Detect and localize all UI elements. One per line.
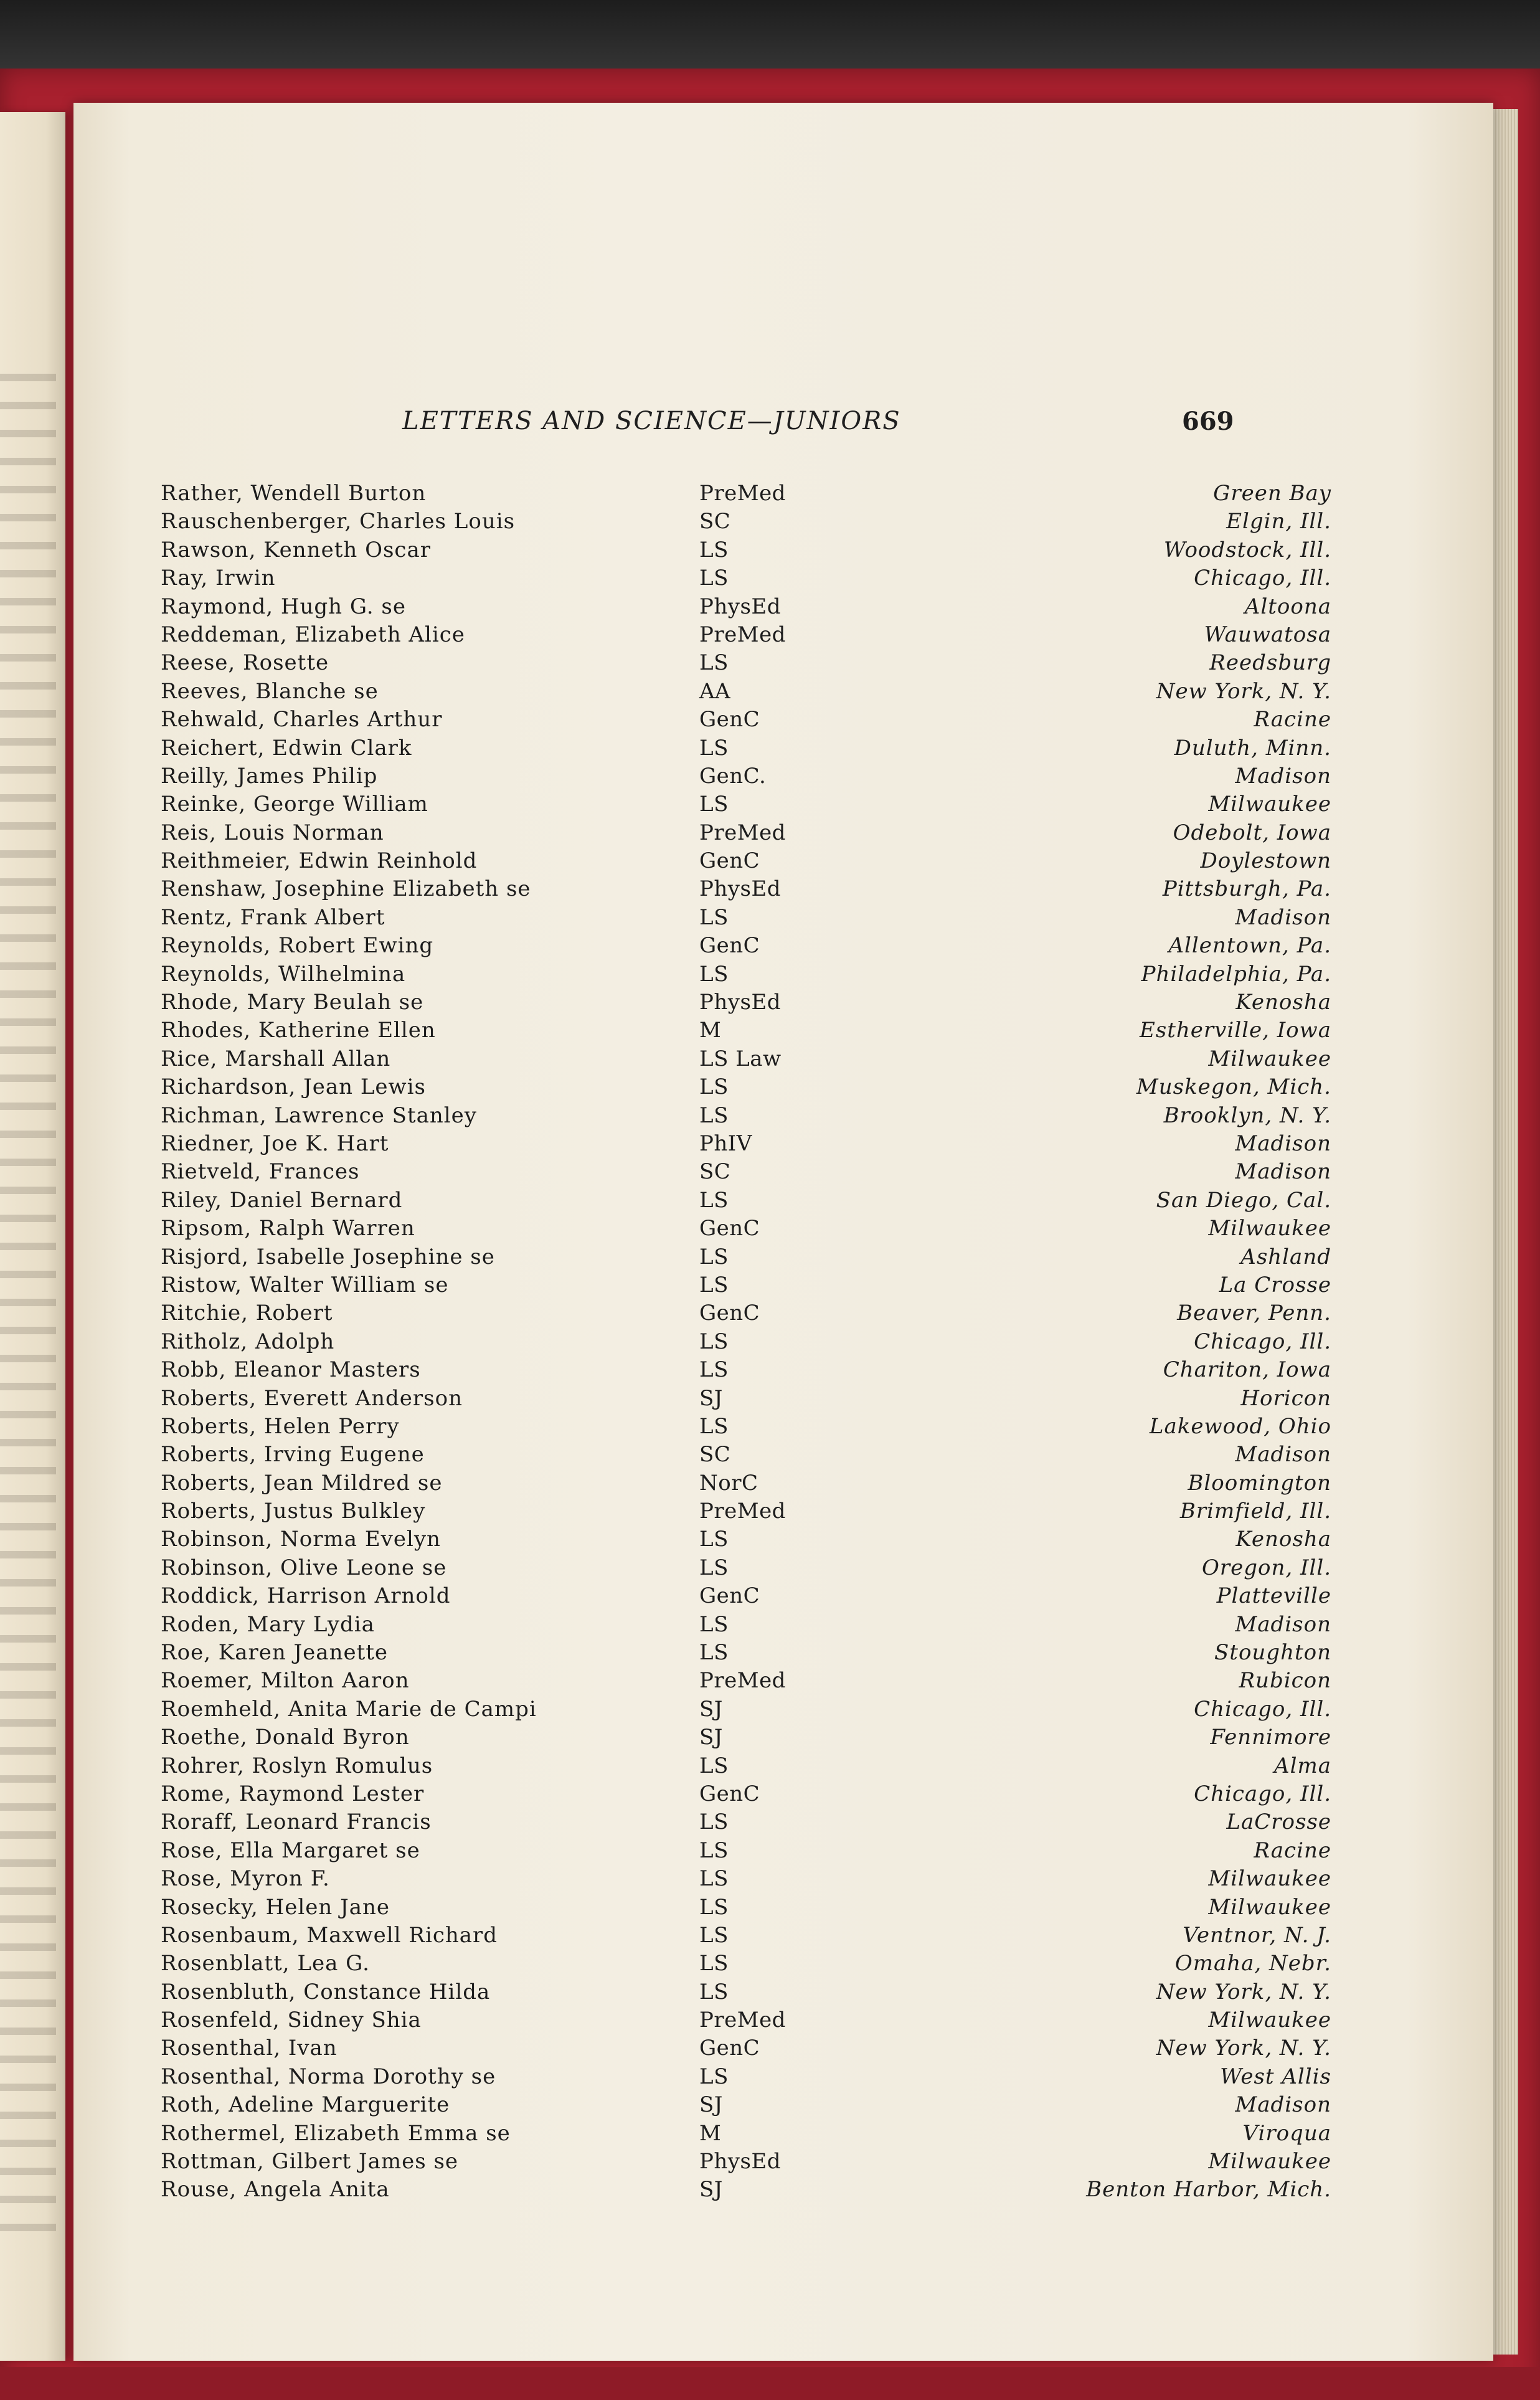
hometown: Milwaukee (1208, 792, 1331, 817)
hometown: Chicago, Ill. (1194, 1696, 1331, 1722)
hometown: Ashland (1240, 1244, 1331, 1269)
hometown: Milwaukee (1208, 1866, 1331, 1892)
hometown: Woodstock, Ill. (1163, 537, 1331, 562)
hometown: New York, N. Y. (1156, 1979, 1331, 2004)
student-name: Reichert, Edwin Clark (161, 735, 412, 761)
course-code: GenC (699, 2036, 760, 2061)
course-code: LS (699, 1272, 729, 1297)
list-item (161, 1894, 1331, 1922)
student-name: Ray, Irwin (161, 566, 276, 591)
student-name: Rose, Ella Margaret se (161, 1838, 420, 1863)
student-name: Rosenthal, Ivan (161, 2036, 338, 2061)
list-item (161, 989, 1331, 1017)
student-name: Roberts, Jean Mildred se (161, 1470, 443, 1496)
list-item (161, 847, 1331, 875)
course-code: M (699, 2120, 722, 2146)
hometown: Kenosha (1235, 990, 1331, 1015)
list-item (161, 734, 1331, 762)
hometown: Madison (1235, 2092, 1331, 2118)
hometown: Oregon, Ill. (1202, 1555, 1331, 1580)
hometown: Madison (1235, 1131, 1331, 1156)
list-item (161, 2148, 1331, 2176)
hometown: La Crosse (1219, 1272, 1331, 1297)
student-name: Rauschenberger, Charles Louis (161, 509, 516, 534)
list-item (161, 1243, 1331, 1271)
course-code: PhysEd (699, 876, 782, 902)
hometown: Madison (1235, 1611, 1331, 1637)
hometown: Philadelphia, Pa. (1141, 961, 1331, 987)
list-item (161, 1837, 1331, 1865)
student-name: Rome, Raymond Lester (161, 1781, 425, 1806)
course-code: LS (699, 1413, 729, 1439)
list-item (161, 2063, 1331, 2091)
list-item (161, 1441, 1331, 1469)
course-code: GenC (699, 1216, 760, 1241)
student-name: Roberts, Helen Perry (161, 1413, 400, 1439)
student-name: Rosenfeld, Sidney Shia (161, 2008, 422, 2033)
list-item (161, 1950, 1331, 1978)
course-code: LS (699, 1640, 729, 1666)
left-page-edge (0, 112, 65, 2361)
student-name: Roden, Mary Lydia (161, 1611, 375, 1637)
student-name: Rosenblatt, Lea G. (161, 1951, 370, 1976)
hometown: Fennimore (1210, 1725, 1331, 1750)
course-code: LS (699, 1922, 729, 1948)
list-item (161, 678, 1331, 706)
list-item (161, 649, 1331, 677)
hometown: Racine (1254, 707, 1331, 733)
student-name: Ritholz, Adolph (161, 1329, 335, 1354)
hometown: Milwaukee (1208, 1216, 1331, 1241)
student-name: Richardson, Jean Lewis (161, 1074, 426, 1100)
list-item (161, 1271, 1331, 1299)
course-code: SC (699, 1442, 731, 1468)
hometown: Platteville (1216, 1583, 1331, 1609)
list-item (161, 480, 1331, 508)
list-item (161, 875, 1331, 903)
hometown: Milwaukee (1208, 2008, 1331, 2033)
hometown: Bloomington (1188, 1470, 1331, 1496)
course-code: LS (699, 735, 729, 761)
list-item (161, 1978, 1331, 2006)
student-name: Raymond, Hugh G. se (161, 594, 406, 619)
course-code: LS (699, 1838, 729, 1863)
list-item (161, 1299, 1331, 1327)
course-code: PreMed (699, 622, 786, 647)
hometown: Reedsburg (1209, 650, 1331, 676)
list-item (161, 1865, 1331, 1893)
course-code: LS (699, 1244, 729, 1269)
course-code: LS Law (699, 1046, 782, 1071)
list-item (161, 564, 1331, 592)
list-item (161, 593, 1331, 621)
hometown: Madison (1235, 763, 1331, 789)
student-name: Reddeman, Elizabeth Alice (161, 622, 465, 647)
hometown: Wauwatosa (1204, 622, 1331, 647)
student-name: Ripsom, Ralph Warren (161, 1216, 415, 1241)
student-name: Robb, Eleanor Masters (161, 1357, 421, 1383)
course-code: PhysEd (699, 990, 782, 1015)
list-item (161, 1413, 1331, 1441)
course-code: PhIV (699, 1131, 752, 1156)
hometown: Ventnor, N. J. (1183, 1922, 1331, 1948)
student-name: Richman, Lawrence Stanley (161, 1103, 477, 1128)
student-list (161, 480, 1331, 2204)
list-item (161, 1497, 1331, 1525)
course-code: SC (699, 509, 731, 534)
hometown: San Diego, Cal. (1156, 1187, 1331, 1213)
student-name: Ristow, Walter William se (161, 1272, 449, 1297)
list-item (161, 706, 1331, 734)
student-name: Roemheld, Anita Marie de Campi (161, 1696, 537, 1722)
course-code: SJ (699, 1696, 723, 1722)
list-item (161, 1469, 1331, 1497)
list-item (161, 1158, 1331, 1186)
list-item (161, 762, 1331, 790)
student-name: Reynolds, Robert Ewing (161, 933, 434, 959)
hometown: Madison (1235, 1159, 1331, 1185)
course-code: NorC (699, 1470, 758, 1496)
student-name: Roddick, Harrison Arnold (161, 1583, 451, 1609)
hometown: Milwaukee (1208, 1894, 1331, 1920)
hometown: Doylestown (1200, 848, 1331, 874)
list-item (161, 1639, 1331, 1667)
hometown: Viroqua (1242, 2120, 1331, 2146)
hometown: Duluth, Minn. (1174, 735, 1331, 761)
list-item (161, 2091, 1331, 2119)
list-item (161, 621, 1331, 649)
student-name: Robinson, Olive Leone se (161, 1555, 447, 1580)
student-name: Rothermel, Elizabeth Emma se (161, 2120, 511, 2146)
course-code: LS (699, 1329, 729, 1354)
list-item (161, 508, 1331, 536)
course-code: LS (699, 650, 729, 676)
list-item (161, 790, 1331, 818)
course-code: PreMed (699, 2008, 786, 2033)
hometown: LaCrosse (1226, 1809, 1331, 1835)
hometown: New York, N. Y. (1156, 2036, 1331, 2061)
student-name: Roberts, Justus Bulkley (161, 1499, 426, 1524)
course-code: SJ (699, 2177, 723, 2203)
list-item (161, 1215, 1331, 1243)
student-name: Riley, Daniel Bernard (161, 1187, 403, 1213)
left-page-bleed (0, 374, 56, 2242)
student-name: Risjord, Isabelle Josephine se (161, 1244, 495, 1269)
course-code: PhysEd (699, 2149, 782, 2175)
course-code: SJ (699, 1725, 723, 1750)
course-code: SJ (699, 2092, 723, 2118)
list-item (161, 1922, 1331, 1950)
list-item (161, 1554, 1331, 1582)
list-item (161, 1328, 1331, 1356)
hometown: Pittsburgh, Pa. (1162, 876, 1331, 902)
course-code: LS (699, 2064, 729, 2089)
course-code: LS (699, 1809, 729, 1835)
list-item (161, 1611, 1331, 1639)
student-name: Rawson, Kenneth Oscar (161, 537, 431, 562)
student-name: Rosenbluth, Constance Hilda (161, 1979, 491, 2004)
running-title: LETTERS AND SCIENCE—JUNIORS (402, 407, 901, 435)
hometown: Kenosha (1235, 1527, 1331, 1552)
course-code: LS (699, 1753, 729, 1778)
list-item (161, 2034, 1331, 2062)
course-code: LS (699, 961, 729, 987)
list-item (161, 932, 1331, 960)
student-name: Rohrer, Roslyn Romulus (161, 1753, 433, 1778)
course-code: M (699, 1018, 722, 1043)
hometown: Omaha, Nebr. (1174, 1951, 1331, 1976)
course-code: GenC (699, 1301, 760, 1326)
course-code: GenC (699, 1781, 760, 1806)
course-code: PhysEd (699, 594, 782, 619)
student-name: Rouse, Angela Anita (161, 2177, 390, 2203)
background-bottom (0, 2367, 1540, 2400)
hometown: Madison (1235, 904, 1331, 930)
course-code: LS (699, 1894, 729, 1920)
student-name: Rietveld, Frances (161, 1159, 360, 1185)
hometown: Horicon (1240, 1385, 1331, 1411)
hometown: Milwaukee (1208, 2149, 1331, 2175)
course-code: LS (699, 1866, 729, 1892)
hometown: Madison (1235, 1442, 1331, 1468)
course-code: LS (699, 1611, 729, 1637)
student-name: Rosenthal, Norma Dorothy se (161, 2064, 496, 2089)
list-item (161, 1073, 1331, 1101)
hometown: Chicago, Ill. (1194, 566, 1331, 591)
hometown: Elgin, Ill. (1226, 509, 1331, 534)
list-item (161, 1130, 1331, 1158)
list-item (161, 2176, 1331, 2204)
student-name: Reynolds, Wilhelmina (161, 961, 406, 987)
hometown: Rubicon (1239, 1668, 1331, 1694)
course-code: GenC. (699, 763, 767, 789)
student-name: Rhodes, Katherine Ellen (161, 1018, 436, 1043)
page-header (73, 407, 1493, 444)
list-item (161, 819, 1331, 847)
student-name: Rosecky, Helen Jane (161, 1894, 390, 1920)
course-code: GenC (699, 1583, 760, 1609)
list-item (161, 1752, 1331, 1780)
hometown: Estherville, Iowa (1139, 1018, 1331, 1043)
hometown: Brooklyn, N. Y. (1163, 1103, 1331, 1128)
course-code: LS (699, 537, 729, 562)
student-name: Ritchie, Robert (161, 1301, 333, 1326)
list-item (161, 1187, 1331, 1215)
student-name: Roethe, Donald Byron (161, 1725, 410, 1750)
student-name: Roemer, Milton Aaron (161, 1668, 410, 1694)
hometown: Chicago, Ill. (1194, 1329, 1331, 1354)
course-code: SJ (699, 1385, 723, 1411)
student-name: Robinson, Norma Evelyn (161, 1527, 441, 1552)
course-code: LS (699, 1527, 729, 1552)
hometown: Milwaukee (1208, 1046, 1331, 1071)
course-code: GenC (699, 933, 760, 959)
student-name: Roraff, Leonard Francis (161, 1809, 432, 1835)
course-code: PreMed (699, 481, 786, 506)
hometown: New York, N. Y. (1156, 678, 1331, 704)
student-name: Reeves, Blanche se (161, 678, 379, 704)
list-item (161, 1017, 1331, 1045)
course-code: LS (699, 1951, 729, 1976)
course-code: GenC (699, 707, 760, 733)
page-stack-edge (1493, 109, 1518, 2355)
hometown: Muskegon, Mich. (1136, 1074, 1331, 1100)
list-item (161, 1724, 1331, 1752)
list-item (161, 536, 1331, 564)
list-item (161, 1582, 1331, 1610)
student-name: Roberts, Irving Eugene (161, 1442, 425, 1468)
course-code: AA (699, 678, 731, 704)
page-number: 669 (1182, 407, 1234, 436)
hometown: Chicago, Ill. (1194, 1781, 1331, 1806)
course-code: PreMed (699, 1499, 786, 1524)
list-item (161, 1045, 1331, 1073)
list-item (161, 960, 1331, 989)
hometown: Chariton, Iowa (1163, 1357, 1331, 1383)
hometown: Lakewood, Ohio (1149, 1413, 1331, 1439)
student-name: Rottman, Gilbert James se (161, 2149, 459, 2175)
student-name: Reinke, George William (161, 792, 428, 817)
list-item (161, 1356, 1331, 1384)
student-name: Roe, Karen Jeanette (161, 1640, 389, 1666)
student-name: Reis, Louis Norman (161, 820, 384, 845)
book-page (73, 103, 1493, 2361)
list-item (161, 1525, 1331, 1553)
course-code: PreMed (699, 820, 786, 845)
student-name: Rentz, Frank Albert (161, 904, 385, 930)
list-item (161, 2006, 1331, 2034)
course-code: LS (699, 1074, 729, 1100)
course-code: LS (699, 1979, 729, 2004)
student-name: Rhode, Mary Beulah se (161, 990, 424, 1015)
student-name: Reilly, James Philip (161, 763, 378, 789)
student-name: Rehwald, Charles Arthur (161, 707, 443, 733)
hometown: Altoona (1244, 594, 1331, 619)
student-name: Rather, Wendell Burton (161, 481, 427, 506)
hometown: Alma (1274, 1753, 1331, 1778)
list-item (161, 1696, 1331, 1724)
student-name: Roth, Adeline Marguerite (161, 2092, 450, 2118)
course-code: LS (699, 1103, 729, 1128)
course-code: LS (699, 792, 729, 817)
list-item (161, 1385, 1331, 1413)
course-code: LS (699, 1555, 729, 1580)
course-code: LS (699, 904, 729, 930)
hometown: Brimfield, Ill. (1179, 1499, 1331, 1524)
course-code: LS (699, 1187, 729, 1213)
course-code: SC (699, 1159, 731, 1185)
list-item (161, 2120, 1331, 2148)
list-item (161, 1667, 1331, 1695)
student-name: Renshaw, Josephine Elizabeth se (161, 876, 531, 902)
student-name: Reese, Rosette (161, 650, 329, 676)
hometown: West Allis (1220, 2064, 1331, 2089)
student-name: Roberts, Everett Anderson (161, 1385, 463, 1411)
list-item (161, 904, 1331, 932)
student-name: Reithmeier, Edwin Reinhold (161, 848, 478, 874)
hometown: Beaver, Penn. (1177, 1301, 1331, 1326)
course-code: LS (699, 566, 729, 591)
list-item (161, 1102, 1331, 1130)
hometown: Racine (1254, 1838, 1331, 1863)
hometown: Odebolt, Iowa (1173, 820, 1331, 845)
hometown: Stoughton (1214, 1640, 1331, 1666)
hometown: Benton Harbor, Mich. (1086, 2177, 1331, 2203)
list-item (161, 1780, 1331, 1808)
course-code: GenC (699, 848, 760, 874)
course-code: LS (699, 1357, 729, 1383)
student-name: Rice, Marshall Allan (161, 1046, 391, 1071)
student-name: Rosenbaum, Maxwell Richard (161, 1922, 498, 1948)
student-name: Riedner, Joe K. Hart (161, 1131, 389, 1156)
hometown: Green Bay (1213, 481, 1331, 506)
student-name: Rose, Myron F. (161, 1866, 330, 1892)
course-code: PreMed (699, 1668, 786, 1694)
list-item (161, 1808, 1331, 1836)
hometown: Allentown, Pa. (1168, 933, 1331, 959)
